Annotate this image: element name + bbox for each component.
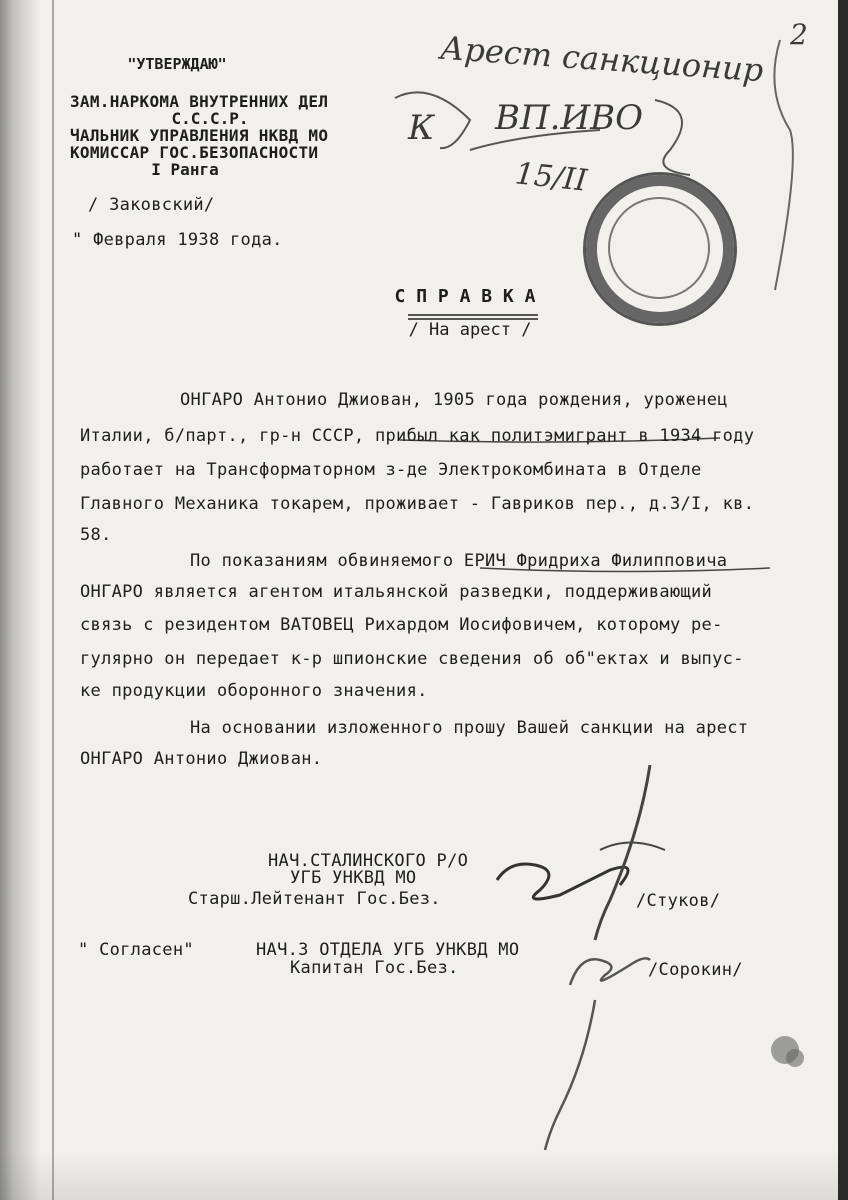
body-p1-line5: 58. xyxy=(80,525,112,545)
body-p2-line3: связь с резидентом ВАТОВЕЦ Рихардом Иосифовичем, которому ре- xyxy=(80,615,723,635)
sig2-name: /Сорокин/ xyxy=(648,960,743,980)
sig2-line1: НАЧ.3 ОТДЕЛА УГБ УНКВД МО xyxy=(256,940,520,960)
approval-utverzhdayu: "УТВЕРЖДАЮ" xyxy=(127,55,227,73)
body-p2-line1: По показаниям обвиняемого ЕРИЧ Фридриха Филипповича xyxy=(190,551,728,571)
scan-edge-right xyxy=(838,0,848,1200)
approval-line1: ЗАМ.НАРКОМА ВНУТРЕННИХ ДЕЛ xyxy=(70,92,329,111)
sig1-line1: НАЧ.СТАЛИНСКОГО Р/О xyxy=(268,851,469,871)
sig1-line3: Старш.Лейтенант Гос.Без. xyxy=(188,889,441,909)
body-p1-line3: работает на Трансформаторном з-де Электрокомбината в Отделе xyxy=(80,460,702,480)
approval-line4: КОМИССАР ГОС.БЕЗОПАСНОСТИ xyxy=(70,143,319,162)
resolution-line1: Арест санкционир xyxy=(439,28,765,90)
sig2-line2: Капитан Гос.Без. xyxy=(290,958,459,978)
approval-line5: I Ранга xyxy=(151,160,219,179)
body-p2-line4: гулярно он передает к-р шпионские сведения об об"ектах и выпус- xyxy=(80,649,744,669)
resolution-line2: ВП.ИВО xyxy=(495,98,643,138)
body-p1-line2: Италии, б/парт., гр-н СССР, прибыл как политэмигрант в 1934 году xyxy=(80,426,755,446)
document-title: С П Р А В К А xyxy=(394,286,536,307)
body-p1-line4: Главного Механика токарем, проживает - Гавриков пер., д.3/I, кв. xyxy=(80,494,755,514)
body-p3-line2: ОНГАРО Антонио Джиован. xyxy=(80,749,323,769)
approval-date: " Февраля 1938 года. xyxy=(72,230,283,250)
official-stamp xyxy=(583,172,737,326)
page-number: 2 xyxy=(790,18,808,51)
document-subtitle: / На арест / xyxy=(408,320,532,340)
resolution-initials: К xyxy=(408,108,435,148)
scan-fold-line xyxy=(52,0,54,1200)
approval-signatory: / Заковский/ xyxy=(88,195,215,215)
approval-line2: С.С.С.Р. xyxy=(171,109,249,128)
body-p2-line2: ОНГАРО является агентом итальянской разведки, поддерживающий xyxy=(80,582,713,602)
sig1-name: /Стуков/ xyxy=(636,891,721,911)
approval-line3: ЧАЛЬНИК УПРАВЛЕНИЯ НКВД МО xyxy=(70,126,329,145)
body-p2-line5: ке продукции оборонного значения. xyxy=(80,681,428,701)
title-underline-1 xyxy=(408,314,538,316)
body-p1-line1: ОНГАРО Антонио Джиован, 1905 года рождения, уроженец xyxy=(180,390,728,410)
sig2-agreed: " Согласен" xyxy=(78,940,194,960)
body-p3-line1: На основании изложенного прошу Вашей санкции на арест xyxy=(190,718,749,738)
official-stamp-inner xyxy=(608,197,710,299)
resolution-date: 15/II xyxy=(513,156,589,199)
sig1-line2: УГБ УНКВД МО xyxy=(290,868,417,888)
